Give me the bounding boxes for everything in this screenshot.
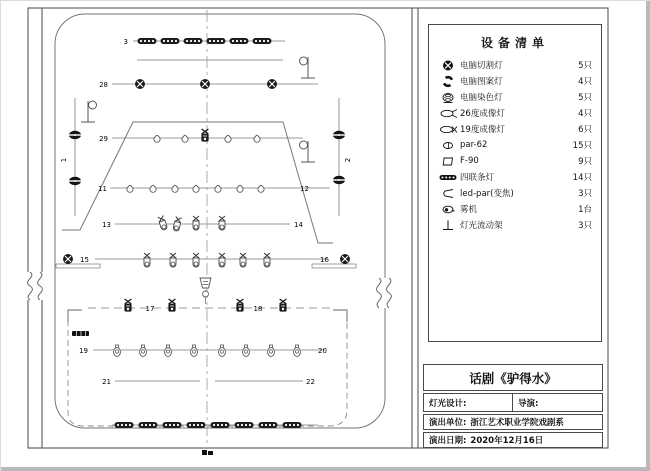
lighting-pipes [88, 41, 330, 425]
equipment-name: 电脑切割灯 [460, 61, 503, 71]
equipment-qty: 4只 [578, 109, 592, 119]
equipment-name: 灯光流动架 [460, 221, 503, 231]
row-label: 29 [99, 135, 108, 143]
equipment-qty: 14只 [572, 173, 592, 183]
equipment-row [429, 89, 601, 105]
side-boom-left [69, 98, 81, 216]
director-label: 导演: [518, 398, 539, 409]
performance-unit-value: 浙江艺术职业学院戏剧系 [470, 418, 564, 428]
image-edge-right [646, 0, 650, 471]
equipment-row [429, 73, 601, 89]
row-label: 14 [294, 221, 303, 229]
moving-pattern-light-icon [436, 75, 460, 88]
row-label: 11 [98, 185, 107, 193]
moving-wash-light-icon [436, 91, 460, 104]
fog-machine-symbol [200, 278, 211, 304]
led-par-icon [436, 187, 460, 200]
equipment-name: 26度成像灯 [460, 109, 505, 119]
equipment-qty: 5只 [578, 93, 592, 103]
boom-label-right: 2 [344, 157, 352, 163]
row-label: 17 [145, 305, 155, 313]
row-label: 12 [300, 185, 309, 193]
side-boom-right [333, 98, 345, 216]
quad-strip-icon [436, 171, 460, 184]
equipment-qty: 6只 [578, 125, 592, 135]
row-label: 21 [102, 378, 111, 386]
equipment-list-rows [429, 57, 601, 233]
equipment-row [429, 217, 601, 233]
equipment-name: led-par(变焦) [460, 189, 514, 199]
equipment-name: par-62 [460, 140, 488, 150]
row-label: 28 [99, 81, 108, 89]
image-edge-bottom [0, 467, 650, 471]
image-edge-left [0, 0, 1, 471]
equipment-name: 四联条灯 [460, 173, 495, 183]
par-62-icon [436, 139, 460, 152]
equipment-qty: 5只 [578, 61, 592, 71]
performance-unit-label: 演出单位: [429, 418, 467, 428]
apron-corner-brackets [68, 310, 347, 322]
equipment-row [429, 169, 601, 185]
light-stand-flag-icon [81, 101, 97, 122]
profiles-row-13-14 [158, 215, 225, 231]
equipment-row [429, 57, 601, 73]
equipment-qty: 3只 [578, 189, 592, 199]
f-90-icon [436, 155, 460, 168]
play-title: 话剧《驴得水》 [423, 364, 603, 391]
equipment-name: 电脑图案灯 [460, 77, 503, 87]
equipment-qty: 4只 [578, 77, 592, 87]
equipment-qty: 3只 [578, 221, 592, 231]
led-par-bar [72, 331, 89, 336]
row-label: 3 [123, 38, 128, 46]
performance-date-label: 演出日期: [429, 436, 467, 446]
equipment-name: 19度成像灯 [460, 125, 505, 135]
equipment-name: 雾机 [460, 205, 478, 215]
profile-19-icon [436, 123, 460, 136]
row-label: 20 [318, 347, 327, 355]
proscenium-ledges [56, 264, 356, 268]
equipment-row [429, 201, 601, 217]
fog-machine-icon [436, 203, 460, 216]
profile-26-icon [436, 107, 460, 120]
credits-row [423, 393, 603, 412]
equipment-qty: 9只 [578, 157, 592, 167]
row-label: 15 [80, 256, 89, 264]
row-label: 13 [102, 221, 111, 229]
equipment-row [429, 105, 601, 121]
equipment-row [429, 153, 601, 169]
equipment-row [429, 185, 601, 201]
equipment-qty: 15只 [572, 141, 592, 151]
equipment-name: 电脑染色灯 [460, 93, 503, 103]
equipment-row [429, 137, 601, 153]
break-symbol-right [372, 278, 396, 308]
title-block [423, 364, 603, 450]
performance-unit-row [423, 414, 603, 430]
apron-dashed-boundary [68, 310, 347, 426]
break-symbol-left [21, 272, 47, 300]
pipe-number-labels [60, 38, 352, 386]
moving-cutter-light-icon [436, 59, 460, 72]
equipment-qty: 1台 [578, 205, 592, 215]
row-label: 16 [320, 256, 329, 264]
light-stand-flag-icon [300, 141, 316, 162]
boom-label-left: 1 [60, 157, 68, 163]
light-stand-flag-icon [300, 57, 316, 78]
row-label: 22 [306, 378, 315, 386]
profiles-row-15-16 [63, 253, 349, 267]
equipment-name: F-90 [460, 156, 479, 166]
light-stand-icon [436, 219, 460, 232]
center-axis-mark [202, 450, 213, 455]
equipment-list-title: 设备清单 [480, 36, 549, 50]
row-label: 18 [253, 305, 263, 313]
equipment-row [429, 121, 601, 137]
row-label: 19 [79, 347, 88, 355]
performance-date-row [423, 432, 603, 448]
performance-date-value: 2020年12月16日 [470, 436, 544, 446]
lamps-row-11-12 [127, 185, 264, 192]
lighting-design-label: 灯光设计: [424, 394, 513, 411]
image-edge-top [0, 0, 650, 1]
equipment-list-panel [428, 24, 602, 342]
